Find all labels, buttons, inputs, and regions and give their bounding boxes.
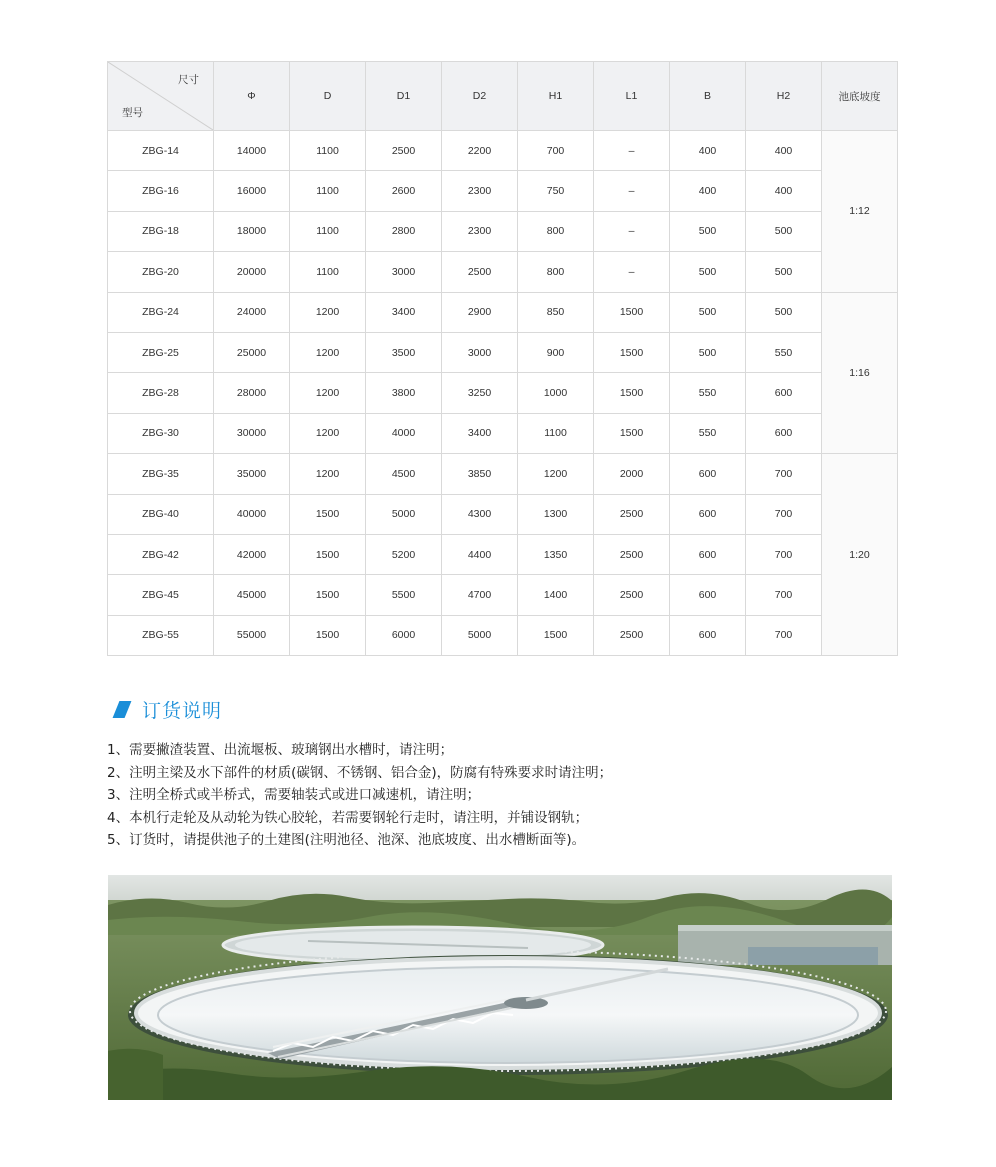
table-cell: 1000 [518, 373, 594, 413]
table-cell: 700 [746, 575, 822, 615]
table-cell: 3400 [366, 292, 442, 332]
table-cell: 1400 [518, 575, 594, 615]
table-cell: 550 [746, 332, 822, 372]
table-cell: 600 [670, 615, 746, 655]
table-cell: 1500 [594, 413, 670, 453]
list-item: 5、订货时，请提供池子的土建图(注明池径、池深、池底坡度、出水槽断面等)。 [107, 832, 586, 848]
table-header-row [108, 62, 898, 131]
table-cell: 1100 [290, 171, 366, 211]
table-cell: 1100 [290, 211, 366, 251]
table-cell: 800 [518, 252, 594, 292]
table-row [108, 454, 898, 494]
corner-label-model: 型号 [122, 107, 143, 119]
table-cell: 40000 [214, 494, 290, 534]
table-cell: 600 [670, 454, 746, 494]
table-cell: 5000 [442, 615, 518, 655]
table-cell: 400 [670, 171, 746, 211]
list-item: 3、注明全桥式或半桥式，需要轴装式或进口减速机，请注明； [107, 787, 481, 803]
table-cell: 2800 [366, 211, 442, 251]
column-header: H1 [518, 62, 594, 131]
table-row [108, 131, 898, 171]
model-cell: ZBG-25 [108, 332, 214, 372]
table-cell: 1500 [290, 534, 366, 574]
table-cell: 500 [746, 252, 822, 292]
table-row [108, 615, 898, 655]
table-cell: 45000 [214, 575, 290, 615]
column-header: D2 [442, 62, 518, 131]
section-heading: 订货说明 [142, 699, 223, 722]
table-cell: 550 [670, 373, 746, 413]
table-row [108, 494, 898, 534]
table-cell: 5500 [366, 575, 442, 615]
table-cell: 42000 [214, 534, 290, 574]
table-cell: 800 [518, 211, 594, 251]
table-cell: 500 [670, 292, 746, 332]
model-cell: ZBG-28 [108, 373, 214, 413]
table-cell: 4000 [366, 413, 442, 453]
table-row [108, 211, 898, 251]
table-cell: 1200 [290, 373, 366, 413]
table-cell: 1500 [290, 615, 366, 655]
slope-cell: 1:20 [822, 454, 898, 656]
clarifier-photo [108, 875, 892, 1100]
model-cell: ZBG-55 [108, 615, 214, 655]
table-cell: 850 [518, 292, 594, 332]
table-row [108, 292, 898, 332]
table-cell: 2600 [366, 171, 442, 211]
table-cell: 35000 [214, 454, 290, 494]
table-cell: 700 [746, 494, 822, 534]
corner-label-size: 尺寸 [178, 74, 199, 86]
table-cell: 28000 [214, 373, 290, 413]
table-cell: 1500 [594, 373, 670, 413]
model-cell: ZBG-40 [108, 494, 214, 534]
table-cell: 2500 [366, 131, 442, 171]
diagonal-corner-cell [108, 62, 214, 131]
spec-table [107, 61, 898, 656]
table-cell: 900 [518, 332, 594, 372]
table-cell: 2500 [594, 494, 670, 534]
table-body [108, 131, 898, 656]
table-cell: 3250 [442, 373, 518, 413]
table-cell: 1500 [290, 575, 366, 615]
list-item: 1、需要撇渣装置、出流堰板、玻璃钢出水槽时，请注明； [107, 742, 454, 758]
table-cell: 400 [746, 131, 822, 171]
table-cell: 2500 [594, 615, 670, 655]
table-cell: 4300 [442, 494, 518, 534]
table-cell: 3000 [442, 332, 518, 372]
table-cell: 500 [670, 332, 746, 372]
slope-cell: 1:16 [822, 292, 898, 454]
table-cell: 30000 [214, 413, 290, 453]
table-cell: – [594, 131, 670, 171]
table-cell: 1500 [518, 615, 594, 655]
table-cell: – [594, 252, 670, 292]
table-cell: 2500 [594, 534, 670, 574]
table-cell: 2000 [594, 454, 670, 494]
table-cell: 1500 [594, 292, 670, 332]
table-cell: 20000 [214, 252, 290, 292]
list-item: 2、注明主梁及水下部件的材质(碳钢、不锈钢、铝合金)，防腐有特殊要求时请注明； [107, 764, 613, 781]
model-cell: ZBG-35 [108, 454, 214, 494]
column-header: D1 [366, 62, 442, 131]
table-cell: 1500 [290, 494, 366, 534]
table-cell: 1100 [518, 413, 594, 453]
slope-cell: 1:12 [822, 131, 898, 293]
table-row [108, 373, 898, 413]
table-cell: 1350 [518, 534, 594, 574]
column-header: L1 [594, 62, 670, 131]
table-cell: 14000 [214, 131, 290, 171]
table-cell: 400 [746, 171, 822, 211]
table-cell: 3400 [442, 413, 518, 453]
table-cell: 600 [746, 373, 822, 413]
table-cell: 1300 [518, 494, 594, 534]
table-cell: 4700 [442, 575, 518, 615]
model-cell: ZBG-45 [108, 575, 214, 615]
table-cell: 2300 [442, 171, 518, 211]
table-row [108, 534, 898, 574]
table-cell: 600 [670, 575, 746, 615]
table-cell: 2300 [442, 211, 518, 251]
column-header: Φ [214, 62, 290, 131]
model-cell: ZBG-24 [108, 292, 214, 332]
table-cell: 24000 [214, 292, 290, 332]
table-cell: 500 [746, 211, 822, 251]
table-cell: 6000 [366, 615, 442, 655]
table-cell: 500 [670, 252, 746, 292]
table-cell: 2900 [442, 292, 518, 332]
table-cell: 1200 [518, 454, 594, 494]
table-cell: 2500 [442, 252, 518, 292]
table-cell: 3000 [366, 252, 442, 292]
table-cell: 1200 [290, 332, 366, 372]
column-header: B [670, 62, 746, 131]
slanted-bar-icon [113, 701, 132, 718]
table-cell: 1200 [290, 454, 366, 494]
table-row [108, 575, 898, 615]
table-cell: 3850 [442, 454, 518, 494]
table-cell: 700 [518, 131, 594, 171]
table-cell: 500 [670, 211, 746, 251]
model-cell: ZBG-16 [108, 171, 214, 211]
table-cell: 25000 [214, 332, 290, 372]
ordering-notes-list [107, 739, 612, 852]
table-cell: 550 [670, 413, 746, 453]
table-row [108, 171, 898, 211]
sedimentation-tank-image [108, 875, 892, 1100]
column-header: H2 [746, 62, 822, 131]
list-item: 4、本机行走轮及从动轮为铁心胶轮，若需要钢轮行走时，请注明，并铺设钢轨； [107, 809, 589, 826]
table-cell: 400 [670, 131, 746, 171]
table-cell: 600 [670, 534, 746, 574]
column-header-slope: 池底坡度 [822, 62, 898, 131]
table-cell: 1100 [290, 131, 366, 171]
table-cell: 4500 [366, 454, 442, 494]
table-cell: 500 [746, 292, 822, 332]
table-cell: 55000 [214, 615, 290, 655]
column-header: D [290, 62, 366, 131]
model-cell: ZBG-42 [108, 534, 214, 574]
table-row [108, 332, 898, 372]
model-cell: ZBG-18 [108, 211, 214, 251]
table-cell: 700 [746, 615, 822, 655]
table-cell: 600 [746, 413, 822, 453]
table-row [108, 252, 898, 292]
table-cell: 3800 [366, 373, 442, 413]
table-cell: 2200 [442, 131, 518, 171]
table-row [108, 413, 898, 453]
table-cell: 4400 [442, 534, 518, 574]
table-cell: 3500 [366, 332, 442, 372]
table-cell: 1100 [290, 252, 366, 292]
table-cell: 18000 [214, 211, 290, 251]
table-cell: 16000 [214, 171, 290, 211]
table-cell: 1200 [290, 292, 366, 332]
table-cell: 1500 [594, 332, 670, 372]
table-cell: 750 [518, 171, 594, 211]
table-cell: 5000 [366, 494, 442, 534]
ordering-section-title [110, 697, 222, 721]
table-cell: – [594, 171, 670, 211]
model-cell: ZBG-30 [108, 413, 214, 453]
table-cell: 1200 [290, 413, 366, 453]
table-cell: 700 [746, 454, 822, 494]
model-cell: ZBG-20 [108, 252, 214, 292]
table-cell: 700 [746, 534, 822, 574]
table-cell: 600 [670, 494, 746, 534]
table-cell: 5200 [366, 534, 442, 574]
model-cell: ZBG-14 [108, 131, 214, 171]
table-cell: 2500 [594, 575, 670, 615]
table-cell: – [594, 211, 670, 251]
